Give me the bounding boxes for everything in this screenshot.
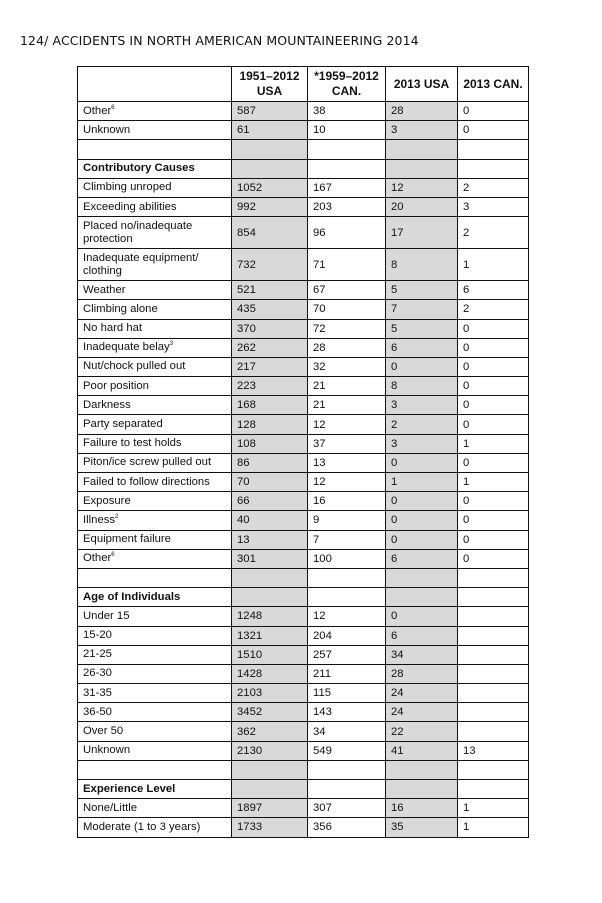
value-cell — [308, 780, 386, 799]
value-cell: 96 — [308, 217, 386, 249]
section-row — [78, 588, 529, 607]
table-row — [78, 453, 529, 472]
value-cell: 28 — [308, 338, 386, 357]
value-cell: 587 — [232, 102, 308, 121]
accident-statistics-table — [77, 66, 529, 838]
value-cell: 22 — [386, 722, 458, 741]
value-cell — [308, 568, 386, 587]
value-cell: 992 — [232, 197, 308, 216]
value-cell: 0 — [458, 415, 529, 434]
value-cell: 0 — [458, 492, 529, 511]
value-cell — [386, 780, 458, 799]
value-cell: 115 — [308, 684, 386, 703]
row-label — [78, 568, 232, 587]
table-row — [78, 415, 529, 434]
value-cell: 24 — [386, 684, 458, 703]
section-label: Experience Level — [78, 780, 232, 799]
value-cell: 435 — [232, 300, 308, 319]
value-cell: 9 — [308, 511, 386, 530]
value-cell: 1 — [386, 473, 458, 492]
value-cell: 370 — [232, 319, 308, 338]
row-label: Equipment failure — [78, 530, 232, 549]
value-cell: 217 — [232, 357, 308, 376]
value-cell — [232, 159, 308, 178]
value-cell: 168 — [232, 396, 308, 415]
header-cell-usa-1951-2012: 1951–2012 USA — [232, 67, 308, 102]
value-cell: 1248 — [232, 607, 308, 626]
value-cell: 2103 — [232, 684, 308, 703]
value-cell: 0 — [458, 338, 529, 357]
value-cell: 549 — [308, 741, 386, 760]
table-row — [78, 377, 529, 396]
value-cell: 0 — [458, 121, 529, 140]
row-label: Climbing alone — [78, 300, 232, 319]
value-cell — [458, 684, 529, 703]
table-row — [78, 722, 529, 741]
value-cell — [458, 607, 529, 626]
value-cell: 204 — [308, 626, 386, 645]
value-cell: 10 — [308, 121, 386, 140]
value-cell: 1 — [458, 473, 529, 492]
value-cell: 108 — [232, 434, 308, 453]
value-cell: 13 — [458, 741, 529, 760]
value-cell: 521 — [232, 281, 308, 300]
value-cell: 3 — [386, 396, 458, 415]
value-cell: 1052 — [232, 178, 308, 197]
value-cell: 0 — [458, 377, 529, 396]
footnote-marker: 2 — [115, 514, 119, 521]
table-row — [78, 217, 529, 249]
value-cell: 67 — [308, 281, 386, 300]
value-cell: 257 — [308, 645, 386, 664]
value-cell — [232, 568, 308, 587]
value-cell: 13 — [308, 453, 386, 472]
table-row — [78, 396, 529, 415]
value-cell: 732 — [232, 249, 308, 281]
value-cell — [458, 703, 529, 722]
table-row — [78, 511, 529, 530]
table-row — [78, 473, 529, 492]
row-label: Failure to test holds — [78, 434, 232, 453]
table-row — [78, 607, 529, 626]
row-label: Failed to follow directions — [78, 473, 232, 492]
value-cell — [386, 588, 458, 607]
table-row — [78, 684, 529, 703]
value-cell: 0 — [458, 511, 529, 530]
value-cell: 86 — [232, 453, 308, 472]
value-cell: 6 — [386, 338, 458, 357]
value-cell: 32 — [308, 357, 386, 376]
row-label: Nut/chock pulled out — [78, 357, 232, 376]
footnote-marker: 3 — [169, 341, 174, 348]
section-row — [78, 159, 529, 178]
value-cell: 16 — [386, 799, 458, 818]
value-cell: 21 — [308, 396, 386, 415]
value-cell — [458, 140, 529, 159]
value-cell — [232, 760, 308, 779]
row-label: Climbing unroped — [78, 178, 232, 197]
value-cell: 2 — [386, 415, 458, 434]
value-cell: 0 — [458, 530, 529, 549]
value-cell: 0 — [386, 453, 458, 472]
row-label: 15-20 — [78, 626, 232, 645]
row-label: 26-30 — [78, 664, 232, 683]
value-cell: 12 — [308, 415, 386, 434]
row-label: Inadequate belay$^3$ — [78, 338, 232, 357]
value-cell: 203 — [308, 197, 386, 216]
header-cell-usa-2013: 2013 USA — [386, 67, 458, 102]
value-cell: 34 — [308, 722, 386, 741]
row-label: 36-50 — [78, 703, 232, 722]
row-label: Illness$^2$ — [78, 511, 232, 530]
row-label: 31-35 — [78, 684, 232, 703]
value-cell: 5 — [386, 319, 458, 338]
blank-row — [78, 568, 529, 587]
value-cell — [458, 760, 529, 779]
table-row — [78, 645, 529, 664]
value-cell: 854 — [232, 217, 308, 249]
table-row — [78, 319, 529, 338]
row-label: Unknown — [78, 121, 232, 140]
value-cell: 12 — [308, 473, 386, 492]
value-cell: 8 — [386, 377, 458, 396]
table-row — [78, 741, 529, 760]
value-cell: 1428 — [232, 664, 308, 683]
value-cell: 3 — [458, 197, 529, 216]
table-row — [78, 178, 529, 197]
value-cell: 128 — [232, 415, 308, 434]
header-cell-can-1959-2012: *1959–2012 CAN. — [308, 67, 386, 102]
section-label: Contributory Causes — [78, 159, 232, 178]
value-cell: 37 — [308, 434, 386, 453]
table-row — [78, 664, 529, 683]
value-cell: 12 — [308, 607, 386, 626]
value-cell: 20 — [386, 197, 458, 216]
value-cell: 2 — [458, 300, 529, 319]
value-cell: 28 — [386, 102, 458, 121]
row-label: Exposure — [78, 492, 232, 511]
table-row — [78, 434, 529, 453]
value-cell: 3452 — [232, 703, 308, 722]
section-row — [78, 780, 529, 799]
value-cell: 0 — [386, 607, 458, 626]
table-row — [78, 818, 529, 837]
value-cell — [386, 760, 458, 779]
value-cell: 12 — [386, 178, 458, 197]
header-cell-can-2013: 2013 CAN. — [458, 67, 529, 102]
value-cell: 2130 — [232, 741, 308, 760]
value-cell: 211 — [308, 664, 386, 683]
value-cell: 3 — [386, 121, 458, 140]
value-cell: 1733 — [232, 818, 308, 837]
value-cell: 6 — [386, 626, 458, 645]
value-cell: 0 — [458, 396, 529, 415]
value-cell: 35 — [386, 818, 458, 837]
value-cell: 100 — [308, 549, 386, 568]
value-cell: 2 — [458, 178, 529, 197]
value-cell — [458, 664, 529, 683]
table-row — [78, 703, 529, 722]
value-cell: 3 — [386, 434, 458, 453]
value-cell: 5 — [386, 281, 458, 300]
value-cell: 66 — [232, 492, 308, 511]
row-label: No hard hat — [78, 319, 232, 338]
value-cell: 70 — [232, 473, 308, 492]
value-cell: 262 — [232, 338, 308, 357]
row-label: Inadequate equipment/ clothing — [78, 249, 232, 281]
row-label: Piton/ice screw pulled out — [78, 453, 232, 472]
table-row — [78, 102, 529, 121]
value-cell: 24 — [386, 703, 458, 722]
value-cell — [458, 568, 529, 587]
table-row — [78, 357, 529, 376]
page-header: 124/ ACCIDENTS IN NORTH AMERICAN MOUNTAINEERING 2014 — [20, 33, 419, 48]
table-row — [78, 626, 529, 645]
table-body — [78, 102, 529, 838]
value-cell: 0 — [458, 453, 529, 472]
value-cell: 1897 — [232, 799, 308, 818]
value-cell: 61 — [232, 121, 308, 140]
value-cell: 8 — [386, 249, 458, 281]
value-cell: 2 — [458, 217, 529, 249]
table-header-row — [78, 67, 529, 102]
table-row — [78, 300, 529, 319]
value-cell: 1 — [458, 799, 529, 818]
table-row — [78, 121, 529, 140]
value-cell: 1510 — [232, 645, 308, 664]
row-label: Darkness — [78, 396, 232, 415]
value-cell — [232, 588, 308, 607]
value-cell: 0 — [458, 102, 529, 121]
value-cell: 6 — [458, 281, 529, 300]
value-cell — [308, 140, 386, 159]
value-cell — [458, 588, 529, 607]
value-cell: 71 — [308, 249, 386, 281]
row-label — [78, 140, 232, 159]
value-cell: 362 — [232, 722, 308, 741]
row-label: Poor position — [78, 377, 232, 396]
table-row — [78, 799, 529, 818]
value-cell: 0 — [458, 357, 529, 376]
table-row — [78, 530, 529, 549]
value-cell — [458, 722, 529, 741]
value-cell: 0 — [386, 511, 458, 530]
row-label — [78, 760, 232, 779]
value-cell: 41 — [386, 741, 458, 760]
table-row — [78, 549, 529, 568]
value-cell — [232, 140, 308, 159]
blank-row — [78, 140, 529, 159]
footnote-marker: 6 — [111, 552, 115, 559]
value-cell — [308, 588, 386, 607]
value-cell: 1321 — [232, 626, 308, 645]
value-cell: 7 — [386, 300, 458, 319]
row-label: Other$^6$ — [78, 102, 232, 121]
value-cell: 167 — [308, 178, 386, 197]
row-label: Party separated — [78, 415, 232, 434]
value-cell: 21 — [308, 377, 386, 396]
table-row — [78, 281, 529, 300]
value-cell — [386, 568, 458, 587]
value-cell: 307 — [308, 799, 386, 818]
value-cell: 0 — [458, 319, 529, 338]
value-cell: 6 — [386, 549, 458, 568]
row-label: Over 50 — [78, 722, 232, 741]
row-label: Exceeding abilities — [78, 197, 232, 216]
header-cell-label — [78, 67, 232, 102]
table-row — [78, 492, 529, 511]
table-row — [78, 249, 529, 281]
value-cell: 1 — [458, 249, 529, 281]
value-cell: 0 — [458, 549, 529, 568]
row-label: Other$^6$ — [78, 549, 232, 568]
table-row — [78, 338, 529, 357]
section-label: Age of Individuals — [78, 588, 232, 607]
value-cell — [458, 159, 529, 178]
value-cell: 34 — [386, 645, 458, 664]
value-cell: 28 — [386, 664, 458, 683]
value-cell — [458, 780, 529, 799]
value-cell: 16 — [308, 492, 386, 511]
value-cell: 143 — [308, 703, 386, 722]
value-cell: 40 — [232, 511, 308, 530]
value-cell: 38 — [308, 102, 386, 121]
table-row — [78, 197, 529, 216]
value-cell — [232, 780, 308, 799]
row-label: Moderate (1 to 3 years) — [78, 818, 232, 837]
value-cell: 301 — [232, 549, 308, 568]
value-cell: 223 — [232, 377, 308, 396]
value-cell: 356 — [308, 818, 386, 837]
row-label: 21-25 — [78, 645, 232, 664]
value-cell: 72 — [308, 319, 386, 338]
value-cell: 17 — [386, 217, 458, 249]
value-cell: 1 — [458, 818, 529, 837]
row-label: Placed no/inadequate protection — [78, 217, 232, 249]
value-cell: 70 — [308, 300, 386, 319]
value-cell: 0 — [386, 357, 458, 376]
row-label: Under 15 — [78, 607, 232, 626]
blank-row — [78, 760, 529, 779]
value-cell — [308, 159, 386, 178]
value-cell — [458, 645, 529, 664]
value-cell: 0 — [386, 530, 458, 549]
row-label: None/Little — [78, 799, 232, 818]
value-cell — [308, 760, 386, 779]
footnote-marker: 6 — [111, 104, 115, 111]
value-cell: 7 — [308, 530, 386, 549]
value-cell: 0 — [386, 492, 458, 511]
row-label: Unknown — [78, 741, 232, 760]
value-cell: 1 — [458, 434, 529, 453]
value-cell — [458, 626, 529, 645]
value-cell — [386, 140, 458, 159]
row-label: Weather — [78, 281, 232, 300]
value-cell: 13 — [232, 530, 308, 549]
value-cell — [386, 159, 458, 178]
